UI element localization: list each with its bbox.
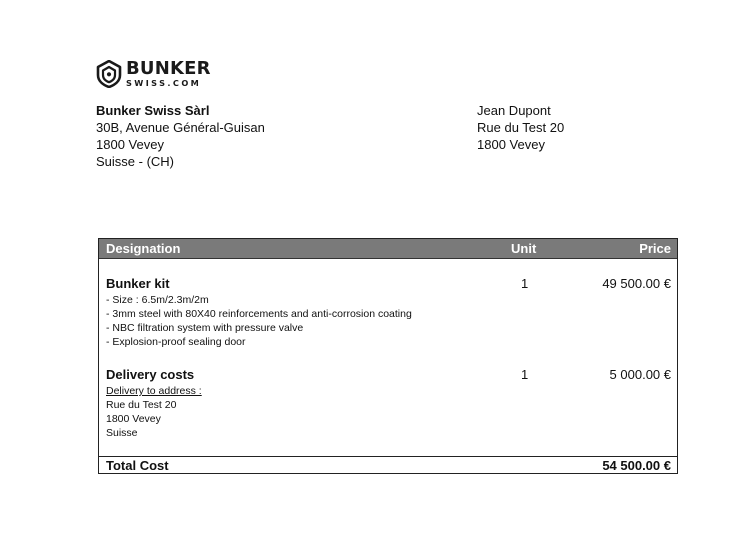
item-detail: 1800 Vevey [106, 413, 161, 425]
total-value: 54 500.00 € [602, 458, 671, 473]
sender-country: Suisse - (CH) [96, 154, 175, 169]
item-title: Bunker kit [106, 276, 170, 291]
item-detail: Rue du Test 20 [106, 399, 177, 411]
delivery-address-label: Delivery to address : [106, 385, 202, 397]
item-detail: - Explosion-proof sealing door [106, 335, 412, 349]
item-detail: - Size : 6.5m/2.3m/2m [106, 293, 412, 307]
invoice-table [98, 238, 678, 474]
item-detail: - 3mm steel with 80X40 reinforcements and anti-corrosion coating [106, 307, 412, 321]
item-unit: 1 [521, 367, 529, 382]
item-detail: - NBC filtration system with pressure valve [106, 321, 412, 335]
logo-name: BUNKER [126, 58, 211, 80]
shield-logo-icon [96, 60, 122, 88]
recipient-address [477, 102, 564, 153]
header-designation: Designation [106, 241, 181, 256]
item-detail: Suisse [106, 427, 138, 439]
table-header [99, 239, 677, 259]
header-unit: Unit [511, 241, 537, 256]
recipient-city: 1800 Vevey [477, 137, 545, 152]
header-price: Price [639, 241, 671, 256]
recipient-street: Rue du Test 20 [477, 120, 565, 135]
recipient-name: Jean Dupont [477, 103, 551, 118]
sender-city: 1800 Vevey [96, 137, 164, 152]
item-unit: 1 [521, 276, 529, 291]
item-price: 49 500.00 € [602, 276, 671, 291]
company-logo [96, 60, 211, 88]
item-title: Delivery costs [106, 367, 195, 382]
sender-street: 30B, Avenue Général-Guisan [96, 120, 265, 135]
total-row [99, 456, 677, 474]
sender-address [96, 102, 265, 170]
sender-company-name: Bunker Swiss Sàrl [96, 103, 210, 118]
item-details [106, 384, 202, 440]
item-details [106, 293, 412, 349]
logo-domain: SWISS.COM [126, 78, 202, 89]
item-price: 5 000.00 € [609, 367, 671, 382]
total-label: Total Cost [106, 458, 169, 473]
